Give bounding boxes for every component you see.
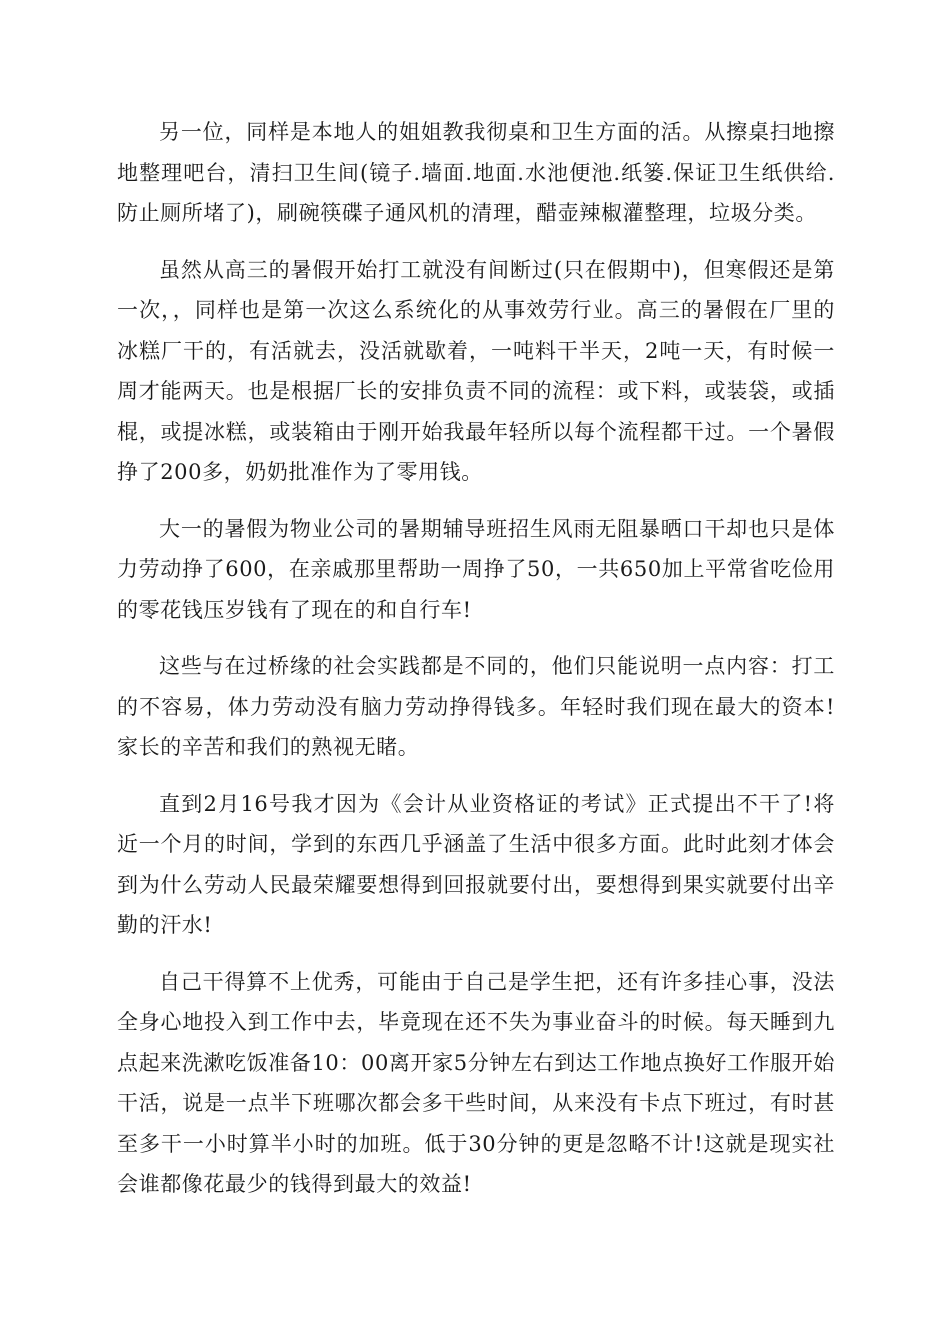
paragraph-1: 另一位，同样是本地人的姐姐教我彻桌和卫生方面的活。从擦桌扫地擦地整理吧台，清扫卫生间(镜子.墙面.地面.水池便池.纸篓.保证卫生纸供给.防止厕所堵了)，刷碗筷碟子通风机的清理，醋壶辣椒灌整理，垃圾分类。 (117, 120, 835, 225)
paragraph-5: 直到2月16号我才因为《会计从业资格证的考试》正式提出不干了!将近一个月的时间，学到的东西几乎涵盖了生活中很多方面。此时此刻才体会到为什么劳动人民最荣耀要想得到回报就要付出，要想得到果实就要付出辛勤的汗水! (117, 791, 835, 937)
document-body (117, 112, 835, 1221)
paragraph-2: 虽然从高三的暑假开始打工就没有间断过(只在假期中)，但寒假还是第一次，，同样也是第一次这么系统化的从事效劳行业。高三的暑假在厂里的冰糕厂干的，有活就去，没活就歇着，一吨料干半天，2吨一天，有时候一周才能两天。也是根据厂长的安排负责不同的流程：或下料，或装袋，或插棍，或提冰糕，或装箱由于刚开始我最年轻所以每个流程都干过。一个暑假挣了200多，奶奶批准作为了零用钱。 (117, 257, 835, 484)
paragraph-6: 自己干得算不上优秀，可能由于自己是学生把，还有许多挂心事，没法全身心地投入到工作中去，毕竟现在还不失为事业奋斗的时候。每天睡到九点起来洗漱吃饭准备10：00离开家5分钟左右到达工作地点换好工作服开始干活，说是一点半下班哪次都会多干些时间，从来没有卡点下班过，有时甚至多干一小时算半小时的加班。低于30分钟的更是忽略不计!这就是现实社会谁都像花最少的钱得到最大的效益! (117, 969, 835, 1196)
paragraph-3: 大一的暑假为物业公司的暑期辅导班招生风雨无阻暴晒口干却也只是体力劳动挣了600，在亲戚那里帮助一周挣了50，一共650加上平常省吃俭用的零花钱压岁钱有了现在的和自行车! (117, 516, 835, 622)
paragraph-4: 这些与在过桥缘的社会实践都是不同的，他们只能说明一点内容：打工的不容易，体力劳动没有脑力劳动挣得钱多。年轻时我们现在最大的资本!家长的辛苦和我们的熟视无睹。 (117, 654, 835, 759)
